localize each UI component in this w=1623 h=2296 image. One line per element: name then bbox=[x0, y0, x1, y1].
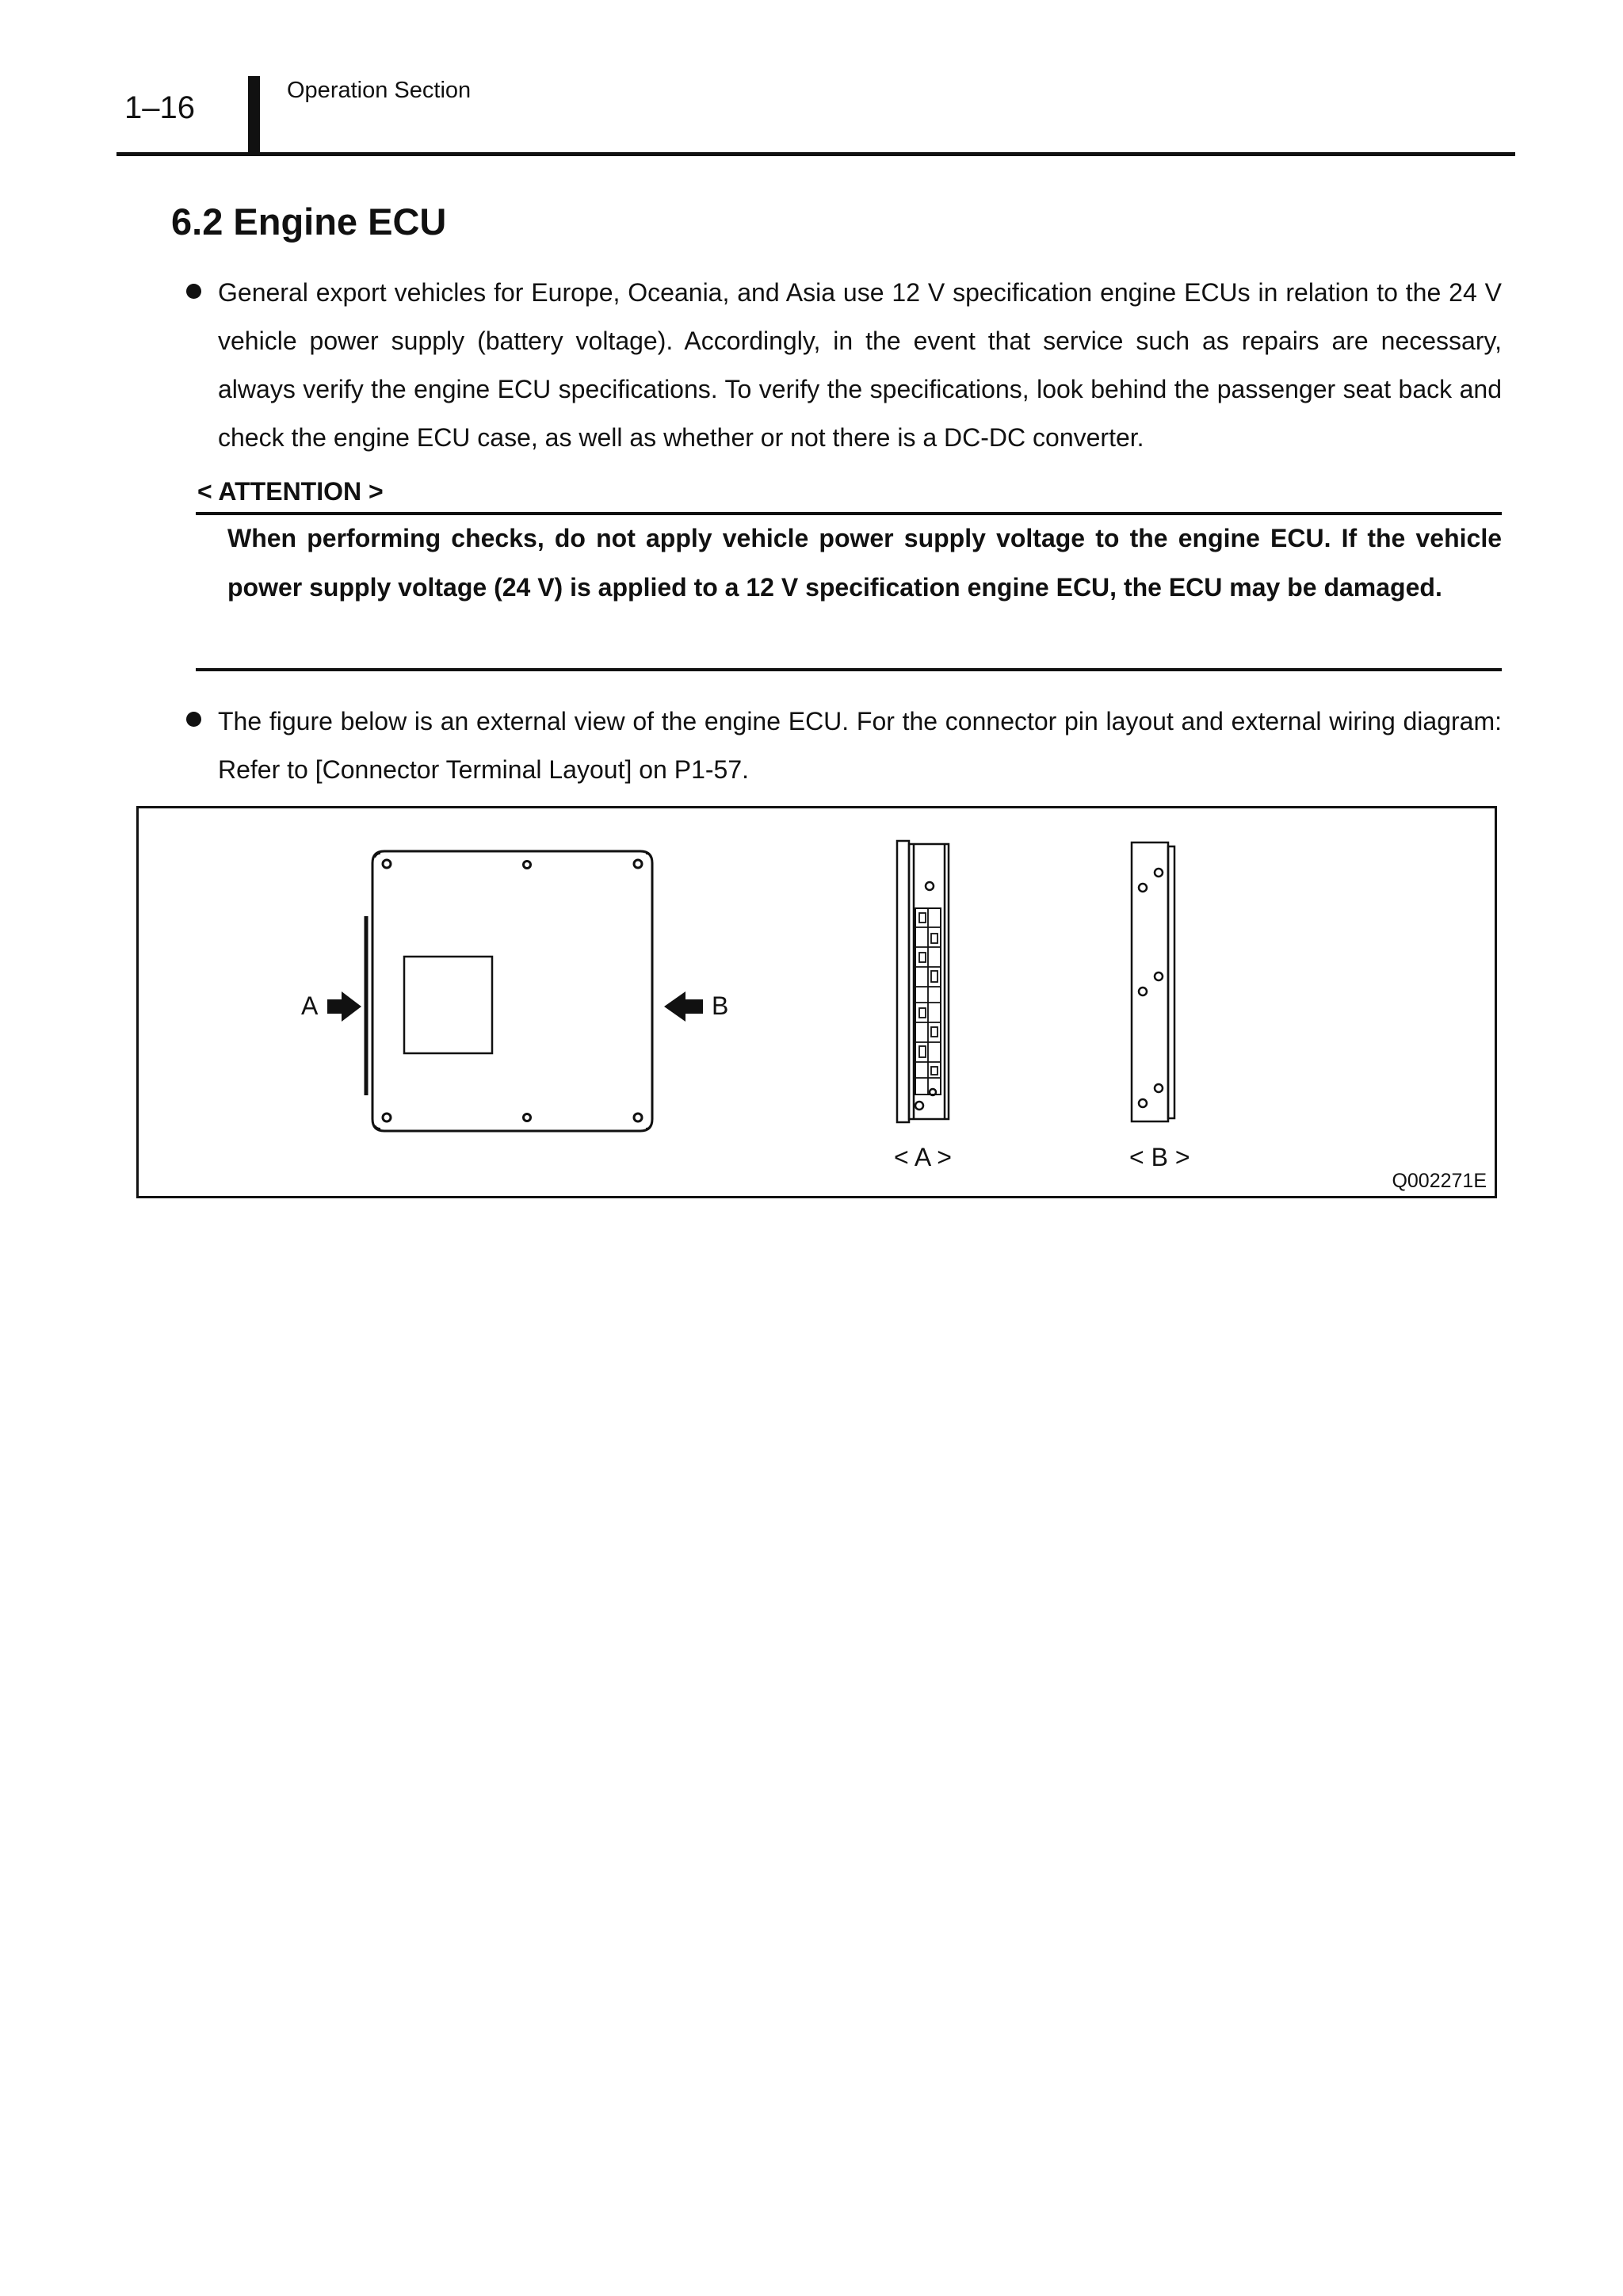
ecu-top-view bbox=[366, 851, 652, 1131]
section-heading: 6.2 Engine ECU bbox=[171, 201, 447, 243]
figure-code: Q002271E bbox=[1392, 1170, 1487, 1192]
arrow-a-label: A bbox=[301, 991, 319, 1020]
attention-text: When performing checks, do not apply vehicle power supply voltage to the engine ECU. If the vehicle power supply voltage (24 V) is applied to a 12 V specification engine ECU, the ECU may be damaged. bbox=[227, 524, 1502, 602]
header-bar bbox=[248, 76, 260, 155]
ecu-side-view-a bbox=[897, 841, 949, 1122]
attention-title: < ATTENTION > bbox=[197, 477, 384, 506]
page-number: 1–16 bbox=[124, 90, 195, 125]
view-a-caption: < A > bbox=[894, 1143, 952, 1171]
section-label: Operation Section bbox=[287, 78, 472, 103]
header-rule bbox=[116, 152, 1515, 156]
arrow-right-icon bbox=[327, 991, 361, 1022]
view-b-caption: < B > bbox=[1129, 1143, 1190, 1171]
ecu-figure bbox=[136, 806, 1497, 1198]
paragraph-ecu-specification: General export vehicles for Europe, Oceania, and Asia use 12 V specification engine ECUs in relation to the 24 V vehicle power supply (battery voltage). Accordingly, in the event that service such as repairs are necessary, always verify the engine ECU specifications. To verify the specifications, look behind the passenger seat back and check the engine ECU case, as well as whether or not there is a DC-DC converter. bbox=[218, 278, 1502, 452]
paragraph-figure-reference: The figure below is an external view of the engine ECU. For the connector pin layout and external wiring diagram: Refer to [Connector Terminal Layout] on P1-57. bbox=[218, 707, 1502, 784]
ecu-drawing bbox=[139, 808, 1495, 1196]
arrow-b-label: B bbox=[712, 991, 729, 1020]
arrow-left-icon bbox=[664, 991, 703, 1022]
bullet-icon bbox=[186, 284, 201, 299]
bullet-icon bbox=[186, 712, 201, 727]
ecu-side-view-b bbox=[1132, 842, 1174, 1121]
